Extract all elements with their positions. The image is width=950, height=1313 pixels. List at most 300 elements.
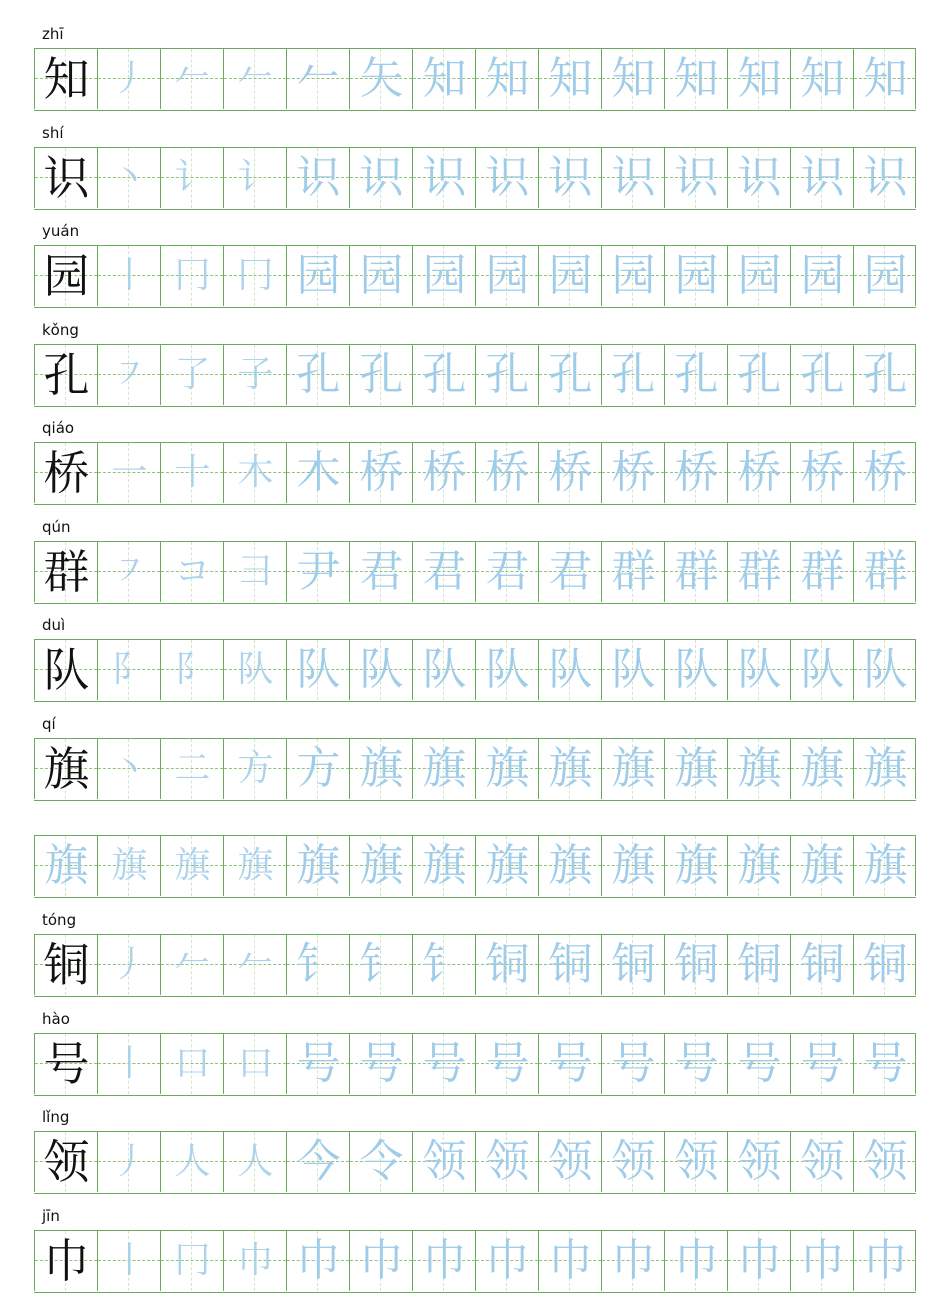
trace-cell[interactable] bbox=[286, 1034, 349, 1094]
trace-character: 识 bbox=[674, 152, 719, 203]
model-character: 号 bbox=[43, 1037, 90, 1091]
trace-cell[interactable] bbox=[97, 1231, 160, 1291]
trace-cell[interactable] bbox=[349, 1231, 412, 1291]
trace-cell[interactable] bbox=[349, 640, 412, 700]
trace-cell[interactable] bbox=[160, 836, 223, 896]
trace-cell[interactable] bbox=[286, 836, 349, 896]
model-cell[interactable] bbox=[34, 935, 97, 995]
trace-character: 领 bbox=[422, 1136, 467, 1187]
trace-cell[interactable] bbox=[538, 49, 601, 109]
trace-cell[interactable] bbox=[349, 836, 412, 896]
practice-row bbox=[34, 416, 916, 514]
trace-cell[interactable] bbox=[853, 246, 916, 306]
trace-character: 旗 bbox=[737, 840, 782, 891]
model-cell[interactable] bbox=[34, 1132, 97, 1192]
tian-grid bbox=[34, 541, 916, 604]
trace-cell[interactable] bbox=[538, 640, 601, 700]
trace-cell[interactable] bbox=[286, 640, 349, 700]
trace-cell[interactable] bbox=[160, 246, 223, 306]
pinyin-label: shí bbox=[42, 124, 64, 142]
trace-cell[interactable] bbox=[160, 1034, 223, 1094]
pinyin-label: lǐng bbox=[42, 1108, 70, 1126]
trace-character: 旗 bbox=[174, 845, 211, 886]
trace-cell[interactable] bbox=[412, 148, 475, 208]
trace-cell[interactable] bbox=[790, 148, 853, 208]
trace-cell[interactable] bbox=[790, 1034, 853, 1094]
model-cell[interactable] bbox=[34, 542, 97, 602]
trace-character: 𠂉 bbox=[174, 58, 211, 99]
trace-character: 𠂉 bbox=[296, 53, 341, 104]
trace-cell[interactable] bbox=[538, 542, 601, 602]
trace-cell[interactable] bbox=[790, 935, 853, 995]
trace-cell[interactable] bbox=[853, 49, 916, 109]
trace-character: 识 bbox=[611, 152, 656, 203]
trace-character: 号 bbox=[863, 1038, 908, 1089]
trace-cell[interactable] bbox=[601, 49, 664, 109]
trace-cell[interactable] bbox=[853, 935, 916, 995]
trace-cell[interactable] bbox=[853, 1231, 916, 1291]
trace-character: 桥 bbox=[737, 447, 782, 498]
trace-cell[interactable] bbox=[853, 739, 916, 799]
trace-cell[interactable] bbox=[727, 836, 790, 896]
trace-character: 桥 bbox=[611, 447, 656, 498]
trace-cell[interactable] bbox=[475, 542, 538, 602]
trace-cell[interactable] bbox=[412, 1034, 475, 1094]
trace-character: 领 bbox=[485, 1136, 530, 1187]
trace-cell[interactable] bbox=[538, 148, 601, 208]
trace-cell[interactable] bbox=[538, 1132, 601, 1192]
trace-cell[interactable] bbox=[412, 1231, 475, 1291]
trace-character: 识 bbox=[863, 152, 908, 203]
trace-character: 群 bbox=[863, 546, 908, 597]
trace-cell[interactable] bbox=[664, 246, 727, 306]
trace-cell[interactable] bbox=[853, 640, 916, 700]
trace-character: 领 bbox=[800, 1136, 845, 1187]
trace-cell[interactable] bbox=[349, 1034, 412, 1094]
trace-cell[interactable] bbox=[349, 739, 412, 799]
trace-cell[interactable] bbox=[223, 345, 286, 405]
trace-cell[interactable] bbox=[97, 836, 160, 896]
trace-character: 巾 bbox=[863, 1235, 908, 1286]
trace-character: 人 bbox=[237, 1141, 274, 1182]
trace-cell[interactable] bbox=[601, 1231, 664, 1291]
trace-character: 丿 bbox=[111, 58, 148, 99]
trace-cell[interactable] bbox=[853, 542, 916, 602]
trace-character: 人 bbox=[174, 1141, 211, 1182]
trace-cell[interactable] bbox=[286, 345, 349, 405]
trace-character: 君 bbox=[485, 546, 530, 597]
trace-cell[interactable] bbox=[223, 935, 286, 995]
trace-cell[interactable] bbox=[160, 345, 223, 405]
trace-character: 旗 bbox=[485, 840, 530, 891]
trace-character: 冂 bbox=[174, 1240, 211, 1281]
trace-cell[interactable] bbox=[412, 542, 475, 602]
trace-character: 知 bbox=[485, 53, 530, 104]
trace-character: 群 bbox=[611, 546, 656, 597]
trace-cell[interactable] bbox=[853, 443, 916, 503]
trace-character: 园 bbox=[296, 250, 341, 301]
trace-cell[interactable] bbox=[349, 935, 412, 995]
trace-cell[interactable] bbox=[475, 1132, 538, 1192]
trace-cell[interactable] bbox=[727, 246, 790, 306]
trace-cell[interactable] bbox=[160, 739, 223, 799]
trace-character: 𠂉 bbox=[237, 58, 274, 99]
trace-cell[interactable] bbox=[97, 739, 160, 799]
trace-cell[interactable] bbox=[664, 1132, 727, 1192]
trace-cell[interactable] bbox=[727, 443, 790, 503]
trace-cell[interactable] bbox=[538, 443, 601, 503]
trace-cell[interactable] bbox=[601, 640, 664, 700]
trace-cell[interactable] bbox=[475, 935, 538, 995]
pinyin-label: hào bbox=[42, 1010, 70, 1028]
trace-character: 号 bbox=[296, 1038, 341, 1089]
trace-cell[interactable] bbox=[538, 836, 601, 896]
trace-character: 领 bbox=[863, 1136, 908, 1187]
trace-character: 木 bbox=[296, 447, 341, 498]
trace-cell[interactable] bbox=[727, 739, 790, 799]
trace-cell[interactable] bbox=[97, 443, 160, 503]
trace-cell[interactable] bbox=[160, 49, 223, 109]
trace-cell[interactable] bbox=[160, 443, 223, 503]
trace-character: 旗 bbox=[44, 840, 89, 891]
trace-cell[interactable] bbox=[790, 1132, 853, 1192]
trace-cell[interactable] bbox=[286, 246, 349, 306]
trace-cell[interactable] bbox=[97, 935, 160, 995]
trace-cell[interactable] bbox=[97, 1034, 160, 1094]
trace-cell[interactable] bbox=[223, 1132, 286, 1192]
model-cell[interactable] bbox=[34, 246, 97, 306]
trace-cell[interactable] bbox=[727, 345, 790, 405]
trace-character: 令 bbox=[359, 1136, 404, 1187]
model-cell[interactable] bbox=[34, 148, 97, 208]
tian-grid bbox=[34, 835, 916, 898]
trace-cell[interactable] bbox=[286, 1231, 349, 1291]
trace-character: 丨 bbox=[111, 1043, 148, 1084]
trace-cell[interactable] bbox=[538, 1034, 601, 1094]
practice-row bbox=[34, 1204, 916, 1302]
trace-cell[interactable] bbox=[475, 640, 538, 700]
trace-cell[interactable] bbox=[223, 542, 286, 602]
trace-character: 园 bbox=[485, 250, 530, 301]
tian-grid bbox=[34, 1033, 916, 1096]
trace-character: 园 bbox=[611, 250, 656, 301]
trace-cell[interactable] bbox=[286, 542, 349, 602]
trace-character: 识 bbox=[800, 152, 845, 203]
trace-character: 巾 bbox=[359, 1235, 404, 1286]
trace-character: 𠂉 bbox=[174, 944, 211, 985]
trace-cell[interactable] bbox=[97, 640, 160, 700]
trace-cell[interactable] bbox=[790, 443, 853, 503]
trace-character: 十 bbox=[174, 452, 211, 493]
trace-character: 孔 bbox=[422, 349, 467, 400]
trace-cell[interactable] bbox=[160, 542, 223, 602]
trace-character: 孔 bbox=[800, 349, 845, 400]
trace-character: 号 bbox=[485, 1038, 530, 1089]
trace-cell[interactable] bbox=[853, 345, 916, 405]
trace-character: 钅 bbox=[296, 939, 341, 990]
trace-cell[interactable] bbox=[538, 1231, 601, 1291]
trace-cell[interactable] bbox=[664, 935, 727, 995]
trace-cell[interactable] bbox=[475, 148, 538, 208]
trace-cell[interactable] bbox=[412, 836, 475, 896]
model-cell[interactable] bbox=[34, 836, 97, 896]
model-cell[interactable] bbox=[34, 1034, 97, 1094]
trace-cell[interactable] bbox=[664, 148, 727, 208]
model-character: 铜 bbox=[43, 938, 90, 992]
model-cell[interactable] bbox=[34, 640, 97, 700]
trace-character: 旗 bbox=[863, 743, 908, 794]
trace-cell[interactable] bbox=[727, 542, 790, 602]
trace-cell[interactable] bbox=[349, 1132, 412, 1192]
trace-character: 队 bbox=[485, 644, 530, 695]
trace-cell[interactable] bbox=[412, 49, 475, 109]
trace-cell[interactable] bbox=[601, 246, 664, 306]
trace-cell[interactable] bbox=[790, 345, 853, 405]
model-cell[interactable] bbox=[34, 1231, 97, 1291]
trace-cell[interactable] bbox=[475, 836, 538, 896]
trace-cell[interactable] bbox=[664, 1034, 727, 1094]
trace-cell[interactable] bbox=[475, 246, 538, 306]
tian-grid bbox=[34, 245, 916, 308]
trace-cell[interactable] bbox=[727, 1034, 790, 1094]
trace-character: 旗 bbox=[422, 743, 467, 794]
trace-character: 队 bbox=[611, 644, 656, 695]
trace-character: 君 bbox=[422, 546, 467, 597]
tian-grid bbox=[34, 639, 916, 702]
trace-cell[interactable] bbox=[412, 443, 475, 503]
trace-character: 阝 bbox=[174, 649, 211, 690]
trace-cell[interactable] bbox=[286, 49, 349, 109]
trace-cell[interactable] bbox=[286, 1132, 349, 1192]
model-character: 桥 bbox=[43, 446, 90, 500]
trace-cell[interactable] bbox=[538, 246, 601, 306]
trace-cell[interactable] bbox=[286, 148, 349, 208]
practice-row bbox=[34, 908, 916, 1006]
trace-cell[interactable] bbox=[223, 640, 286, 700]
trace-cell[interactable] bbox=[475, 345, 538, 405]
trace-character: 孔 bbox=[296, 349, 341, 400]
pinyin-label: yuán bbox=[42, 222, 80, 240]
trace-cell[interactable] bbox=[790, 246, 853, 306]
trace-character: 口 bbox=[237, 1043, 274, 1084]
trace-cell[interactable] bbox=[853, 1034, 916, 1094]
trace-cell[interactable] bbox=[349, 246, 412, 306]
trace-character: 钅 bbox=[422, 939, 467, 990]
trace-character: 丨 bbox=[111, 1240, 148, 1281]
trace-cell[interactable] bbox=[853, 1132, 916, 1192]
trace-cell[interactable] bbox=[727, 148, 790, 208]
tian-grid bbox=[34, 1131, 916, 1194]
trace-character: 号 bbox=[674, 1038, 719, 1089]
pinyin-label: zhī bbox=[42, 25, 64, 43]
trace-cell[interactable] bbox=[349, 49, 412, 109]
model-cell[interactable] bbox=[34, 49, 97, 109]
trace-cell[interactable] bbox=[475, 739, 538, 799]
tian-grid bbox=[34, 147, 916, 210]
trace-cell[interactable] bbox=[790, 739, 853, 799]
trace-cell[interactable] bbox=[475, 1034, 538, 1094]
trace-character: 方 bbox=[237, 748, 274, 789]
trace-cell[interactable] bbox=[160, 1132, 223, 1192]
trace-character: 旗 bbox=[296, 840, 341, 891]
trace-cell[interactable] bbox=[97, 1132, 160, 1192]
trace-cell[interactable] bbox=[97, 148, 160, 208]
trace-cell[interactable] bbox=[727, 640, 790, 700]
trace-cell[interactable] bbox=[349, 345, 412, 405]
trace-cell[interactable] bbox=[538, 739, 601, 799]
trace-character: 铜 bbox=[548, 939, 593, 990]
trace-character: 队 bbox=[359, 644, 404, 695]
practice-row bbox=[34, 809, 916, 907]
trace-cell[interactable] bbox=[97, 542, 160, 602]
trace-cell[interactable] bbox=[727, 49, 790, 109]
trace-cell[interactable] bbox=[790, 1231, 853, 1291]
trace-character: 桥 bbox=[359, 447, 404, 498]
trace-cell[interactable] bbox=[664, 345, 727, 405]
trace-character: 识 bbox=[737, 152, 782, 203]
trace-cell[interactable] bbox=[601, 148, 664, 208]
trace-cell[interactable] bbox=[664, 739, 727, 799]
trace-character: 队 bbox=[296, 644, 341, 695]
model-character: 知 bbox=[43, 52, 90, 106]
trace-character: 铜 bbox=[485, 939, 530, 990]
trace-cell[interactable] bbox=[160, 1231, 223, 1291]
trace-character: 阝 bbox=[111, 649, 148, 690]
trace-cell[interactable] bbox=[538, 935, 601, 995]
trace-character: 识 bbox=[359, 152, 404, 203]
tian-grid bbox=[34, 738, 916, 801]
trace-cell[interactable] bbox=[412, 640, 475, 700]
trace-cell[interactable] bbox=[853, 836, 916, 896]
trace-cell[interactable] bbox=[223, 443, 286, 503]
trace-character: 识 bbox=[296, 152, 341, 203]
trace-character: 知 bbox=[422, 53, 467, 104]
pinyin-label: qí bbox=[42, 715, 56, 733]
trace-character: 旗 bbox=[111, 845, 148, 886]
trace-character: 号 bbox=[422, 1038, 467, 1089]
trace-character: 旗 bbox=[611, 840, 656, 891]
trace-cell[interactable] bbox=[727, 1231, 790, 1291]
trace-character: 巾 bbox=[296, 1235, 341, 1286]
trace-character: 尹 bbox=[296, 546, 341, 597]
trace-character: 队 bbox=[863, 644, 908, 695]
trace-character: 知 bbox=[611, 53, 656, 104]
trace-cell[interactable] bbox=[475, 443, 538, 503]
trace-cell[interactable] bbox=[223, 739, 286, 799]
trace-cell[interactable] bbox=[790, 49, 853, 109]
trace-cell[interactable] bbox=[349, 542, 412, 602]
trace-character: 丿 bbox=[111, 944, 148, 985]
trace-character: 桥 bbox=[863, 447, 908, 498]
trace-cell[interactable] bbox=[727, 1132, 790, 1192]
trace-cell[interactable] bbox=[664, 640, 727, 700]
trace-character: 铜 bbox=[800, 939, 845, 990]
trace-character: 子 bbox=[237, 354, 274, 395]
trace-cell[interactable] bbox=[412, 739, 475, 799]
model-cell[interactable] bbox=[34, 345, 97, 405]
trace-cell[interactable] bbox=[160, 935, 223, 995]
trace-character: 矢 bbox=[359, 53, 404, 104]
model-cell[interactable] bbox=[34, 739, 97, 799]
trace-cell[interactable] bbox=[412, 345, 475, 405]
trace-cell[interactable] bbox=[286, 443, 349, 503]
trace-cell[interactable] bbox=[664, 836, 727, 896]
trace-cell[interactable] bbox=[475, 49, 538, 109]
trace-cell[interactable] bbox=[97, 246, 160, 306]
trace-character: 丨 bbox=[111, 255, 148, 296]
trace-cell[interactable] bbox=[349, 148, 412, 208]
trace-cell[interactable] bbox=[601, 935, 664, 995]
trace-cell[interactable] bbox=[223, 246, 286, 306]
trace-character: 君 bbox=[359, 546, 404, 597]
trace-cell[interactable] bbox=[601, 739, 664, 799]
trace-cell[interactable] bbox=[223, 1034, 286, 1094]
trace-character: 旗 bbox=[359, 743, 404, 794]
trace-cell[interactable] bbox=[223, 836, 286, 896]
trace-cell[interactable] bbox=[412, 1132, 475, 1192]
trace-cell[interactable] bbox=[790, 542, 853, 602]
trace-cell[interactable] bbox=[601, 443, 664, 503]
trace-character: 园 bbox=[674, 250, 719, 301]
trace-cell[interactable] bbox=[349, 443, 412, 503]
trace-cell[interactable] bbox=[664, 1231, 727, 1291]
trace-cell[interactable] bbox=[412, 935, 475, 995]
trace-character: 旗 bbox=[674, 743, 719, 794]
trace-cell[interactable] bbox=[790, 836, 853, 896]
trace-cell[interactable] bbox=[160, 148, 223, 208]
trace-cell[interactable] bbox=[223, 1231, 286, 1291]
trace-character: 领 bbox=[737, 1136, 782, 1187]
trace-cell[interactable] bbox=[601, 1132, 664, 1192]
trace-cell[interactable] bbox=[601, 1034, 664, 1094]
trace-cell[interactable] bbox=[664, 49, 727, 109]
trace-cell[interactable] bbox=[790, 640, 853, 700]
trace-character: 桥 bbox=[485, 447, 530, 498]
trace-cell[interactable] bbox=[538, 345, 601, 405]
trace-cell[interactable] bbox=[286, 739, 349, 799]
trace-character: 群 bbox=[674, 546, 719, 597]
practice-row bbox=[34, 121, 916, 219]
trace-character: 君 bbox=[548, 546, 593, 597]
trace-cell[interactable] bbox=[223, 49, 286, 109]
trace-cell[interactable] bbox=[664, 542, 727, 602]
trace-cell[interactable] bbox=[727, 935, 790, 995]
trace-character: 队 bbox=[422, 644, 467, 695]
trace-cell[interactable] bbox=[664, 443, 727, 503]
trace-cell[interactable] bbox=[412, 246, 475, 306]
trace-character: 了 bbox=[174, 354, 211, 395]
trace-cell[interactable] bbox=[601, 542, 664, 602]
trace-character: 孔 bbox=[611, 349, 656, 400]
trace-cell[interactable] bbox=[286, 935, 349, 995]
trace-cell[interactable] bbox=[97, 345, 160, 405]
practice-row bbox=[34, 1105, 916, 1203]
trace-character: 旗 bbox=[548, 840, 593, 891]
trace-cell[interactable] bbox=[160, 640, 223, 700]
trace-cell[interactable] bbox=[97, 49, 160, 109]
model-cell[interactable] bbox=[34, 443, 97, 503]
trace-character: 队 bbox=[548, 644, 593, 695]
trace-cell[interactable] bbox=[601, 345, 664, 405]
trace-cell[interactable] bbox=[853, 148, 916, 208]
pinyin-label: qún bbox=[42, 518, 71, 536]
trace-cell[interactable] bbox=[475, 1231, 538, 1291]
trace-character: 园 bbox=[737, 250, 782, 301]
trace-cell[interactable] bbox=[601, 836, 664, 896]
trace-cell[interactable] bbox=[223, 148, 286, 208]
trace-character: 铜 bbox=[674, 939, 719, 990]
trace-character: ㇇ bbox=[111, 354, 148, 395]
